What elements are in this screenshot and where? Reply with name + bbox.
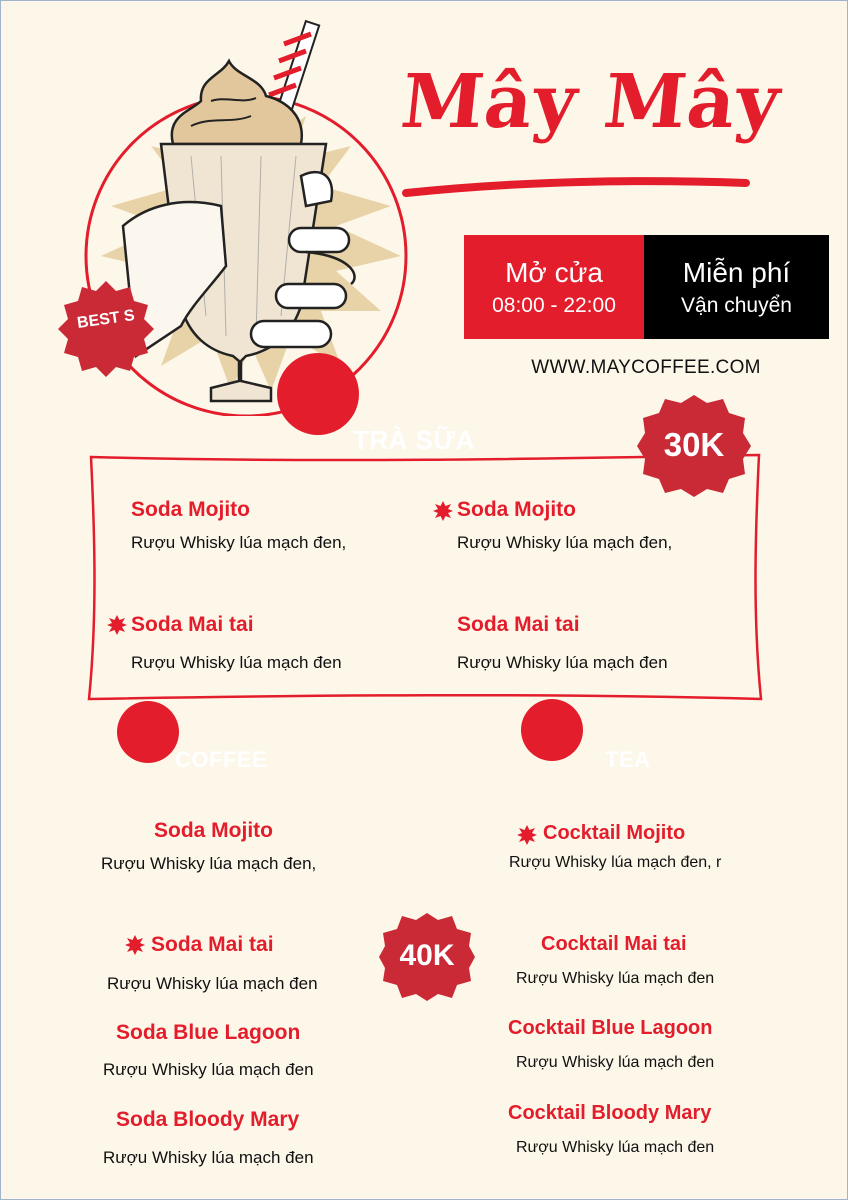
menu-item-name: Soda Mai tai [457, 613, 580, 636]
menu-item-name: Cocktail Blue Lagoon [508, 1017, 713, 1039]
menu-item-name: Soda Mojito [457, 498, 576, 521]
section-title-tea: TEA [605, 747, 651, 772]
menu-item-name: Cocktail Mai tai [541, 933, 687, 955]
opening-label: Mở cửa [505, 257, 603, 288]
menu-item-name: Soda Mai tai [151, 933, 274, 956]
section-dot [277, 353, 359, 435]
best-seller-text: BEST S [76, 307, 136, 332]
menu-item-name: Soda Mai tai [131, 613, 254, 636]
price-badge-30k [635, 393, 753, 499]
price-badge-40k [377, 911, 477, 1003]
shipping-label: Miễn phí [682, 257, 791, 288]
menu-item-name: Soda Mojito [154, 819, 273, 842]
price-30k: 30K [663, 426, 725, 463]
menu-item-desc: Rượu Whisky lúa mạch đen [103, 1060, 314, 1079]
menu-item-name: Soda Blue Lagoon [116, 1021, 301, 1044]
opening-hours-box [464, 235, 644, 339]
star-burst-icon [433, 501, 453, 521]
menu-item-name: Cocktail Mojito [543, 822, 686, 844]
price-40k: 40K [399, 939, 455, 972]
star-burst-icon [107, 615, 127, 635]
star-burst-icon [517, 825, 537, 845]
menu-item-desc: Rượu Whisky lúa mạch đen, r [509, 854, 722, 871]
menu-item-desc: Rượu Whisky lúa mạch đen, [131, 533, 347, 552]
star-burst-icon [125, 935, 145, 955]
website-link[interactable]: WWW.MAYCOFFEE.COM [531, 357, 761, 378]
menu-item-desc: Rượu Whisky lúa mạch đen [103, 1148, 314, 1167]
opening-hours: 08:00 - 22:00 [492, 294, 616, 317]
menu-item-desc: Rượu Whisky lúa mạch đen [131, 653, 342, 672]
menu-item-desc: Rượu Whisky lúa mạch đen [516, 970, 715, 987]
menu-item-name: Soda Mojito [131, 498, 250, 521]
menu-item-desc: Rượu Whisky lúa mạch đen [516, 1054, 715, 1071]
section-title-coffee: COFFEE [175, 747, 268, 772]
shipping-sub: Vận chuyển [681, 294, 792, 317]
free-shipping-box [644, 235, 829, 339]
section-dot [117, 701, 179, 763]
section-title-milk-tea: TRÀ SỮA [353, 425, 475, 455]
page-title: Mây Mây [397, 59, 785, 145]
menu-item-name: Cocktail Bloody Mary [508, 1102, 712, 1124]
best-seller-badge [56, 279, 156, 379]
menu-item-desc: Rượu Whisky lúa mạch đen [107, 974, 318, 993]
menu-item-desc: Rượu Whisky lúa mạch đen, [101, 854, 317, 873]
title-underline [401, 173, 751, 197]
menu-item-desc: Rượu Whisky lúa mạch đen, [457, 533, 673, 552]
menu-item-desc: Rượu Whisky lúa mạch đen [457, 653, 668, 672]
menu-item-name: Soda Bloody Mary [116, 1108, 300, 1131]
menu-item-desc: Rượu Whisky lúa mạch đen [516, 1139, 715, 1156]
section-dot [521, 699, 583, 761]
